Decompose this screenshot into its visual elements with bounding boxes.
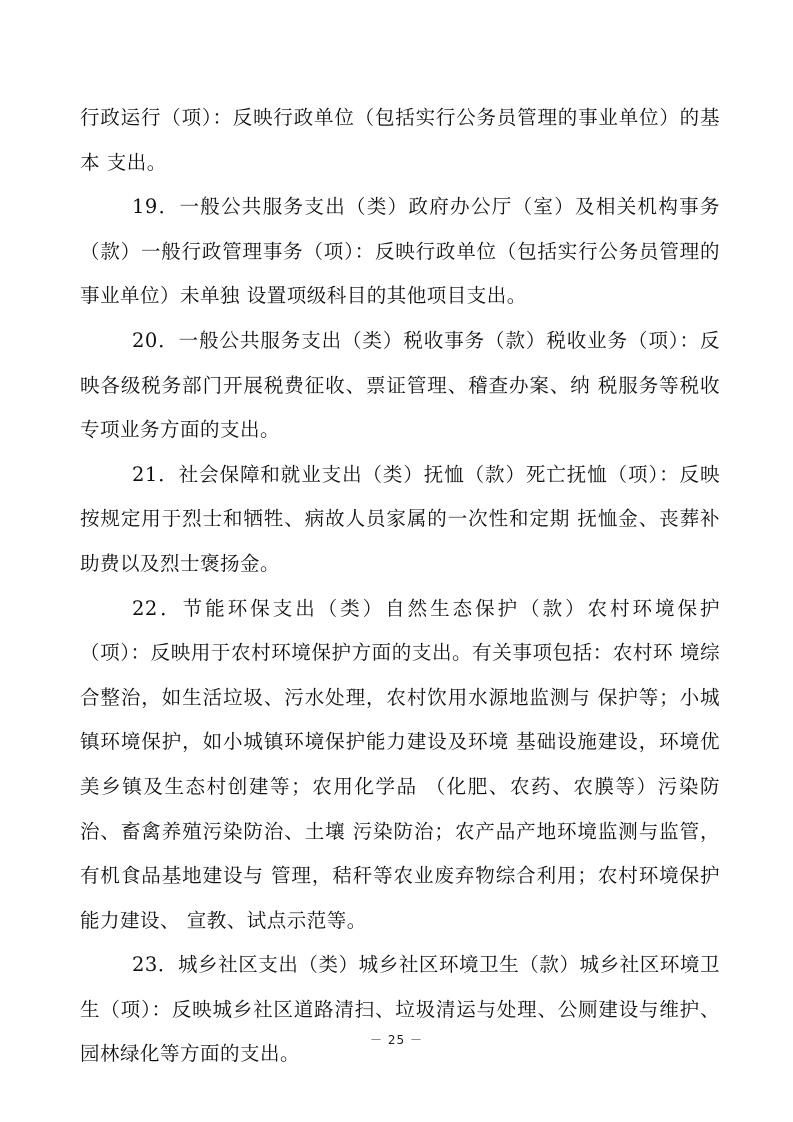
paragraph-item-20: 20．一般公共服务支出（类）税收事务（款）税收业务（项）：反映各级税务部门开展税费征收、票证管理、稽查办案、纳 税服务等税收专项业务方面的支出。 [80, 328, 720, 442]
paragraph-item-21: 21．社会保障和就业支出（类）抚恤（款）死亡抚恤（项）：反映按规定用于烈士和牺牲、病故人员家属的一次性和定期 抚恤金、丧葬补助费以及烈士褒扬金。 [80, 462, 720, 575]
document-body [80, 96, 720, 1077]
paragraph-item-19: 19．一般公共服务支出（类）政府办公厅（室）及相关机构事务（款）一般行政管理事务（项）：反映行政单位（包括实行公务员管理的事业单位）未单独 设置项级科目的其他项目支出。 [80, 195, 720, 308]
page-number: － 25 － [370, 1033, 423, 1047]
paragraph-administrative-operation: 行政运行（项）：反映行政单位（包括实行公务员管理的事业单位）的基本 支出。 [80, 106, 720, 174]
paragraph-item-22: 22．节能环保支出（类）自然生态保护（款）农村环境保护（项）：反映用于农村环境保护方面的支出。有关事项包括：农村环 境综合整治，如生活垃圾、污水处理，农村饮用水源地监测与 保护等；小城镇环境保护，如小城镇环境保护能力建设及环境 基础设施建设，环境优美乡镇及生态村创建等；农用化学品 （化肥、农药、农膜等）污染防治、畜禽养殖污染防治、土壤 污染防治；农产品产地环境监测与监管，有机食品基地建设与 管理，秸秆等农业废弃物综合利用；农村环境保护能力建设、 宣教、试点示范等。 [80, 596, 720, 932]
paragraph-item-23: 23．城乡社区支出（类）城乡社区环境卫生（款）城乡社区环境卫生（项）：反映城乡社区道路清扫、垃圾清运与处理、公厕建设与维护、园林绿化等方面的支出。 [80, 953, 720, 1066]
